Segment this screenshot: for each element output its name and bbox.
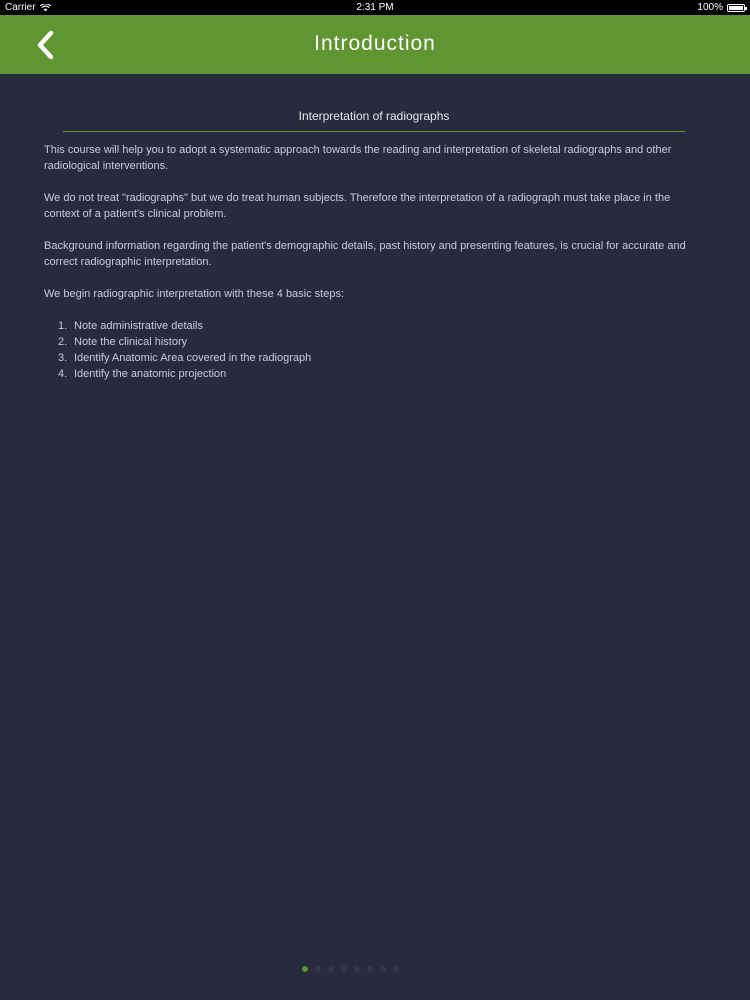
page-dot[interactable] bbox=[393, 966, 399, 972]
page-dot[interactable] bbox=[328, 966, 334, 972]
page-indicator[interactable] bbox=[0, 966, 750, 972]
page-dot[interactable] bbox=[367, 966, 373, 972]
step-number: 3. bbox=[58, 352, 68, 364]
intro-paragraph-3: Background information regarding the patient's demographic details, past history and presenting features, is crucial for accurate and correct radiographic interpretation. bbox=[44, 240, 686, 268]
step-item bbox=[58, 334, 704, 350]
intro-paragraph-2: We do not treat "radiographs" but we do treat human subjects. Therefore the interpretation of a radiograph must take place in the context of a patient's clinical problem. bbox=[44, 192, 671, 220]
page-title: Introduction bbox=[314, 32, 436, 55]
page-dot[interactable] bbox=[302, 966, 308, 972]
nav-bar bbox=[0, 15, 750, 74]
content-area bbox=[44, 108, 704, 382]
step-text: Note administrative details bbox=[74, 320, 204, 332]
page-dot[interactable] bbox=[341, 966, 347, 972]
steps-list bbox=[44, 318, 704, 382]
step-text: Identify Anatomic Area covered in the radiograph bbox=[74, 352, 312, 364]
battery-icon bbox=[727, 4, 745, 12]
status-time: 2:31 PM bbox=[356, 2, 394, 13]
status-bar-right bbox=[697, 2, 745, 13]
step-item bbox=[58, 350, 704, 366]
intro-paragraph-4: We begin radiographic interpretation with these 4 basic steps: bbox=[44, 288, 345, 300]
step-text: Identify the anatomic projection bbox=[74, 368, 227, 380]
step-item bbox=[58, 366, 704, 382]
intro-paragraph-1: This course will help you to adopt a systematic approach towards the reading and interpretation of skeletal radiographs and other radiological interventions. bbox=[44, 144, 672, 172]
page-dot[interactable] bbox=[315, 966, 321, 972]
status-bar bbox=[0, 0, 750, 15]
page-dot[interactable] bbox=[380, 966, 386, 972]
section-divider bbox=[63, 131, 685, 132]
section-title: Interpretation of radiographs bbox=[298, 109, 450, 123]
page-dot[interactable] bbox=[354, 966, 360, 972]
step-number: 4. bbox=[58, 368, 68, 380]
step-number: 1. bbox=[58, 320, 68, 332]
step-number: 2. bbox=[58, 336, 68, 348]
step-item bbox=[58, 318, 704, 334]
step-text: Note the clinical history bbox=[74, 336, 188, 348]
carrier-label: Carrier bbox=[5, 2, 36, 13]
battery-percent: 100% bbox=[697, 2, 723, 13]
